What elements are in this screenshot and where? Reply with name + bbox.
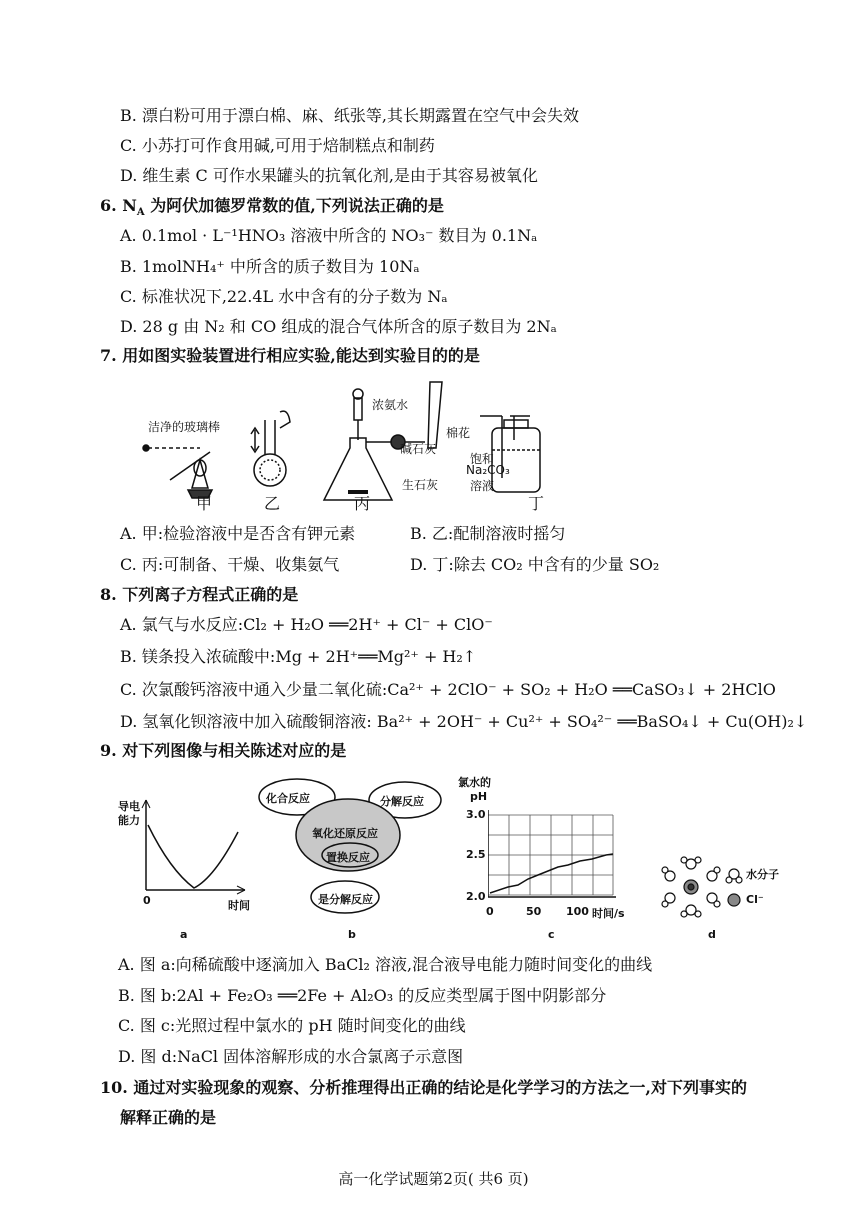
label-na2co3: Na₂CO₃ — [466, 463, 510, 477]
caption-bing: 丙 — [354, 494, 371, 513]
fig-b-caption: b — [348, 928, 356, 941]
fig-c-ytick-20: 2.0 — [466, 890, 486, 903]
q8-option-c: C. 次氯酸钙溶液中通入少量二氧化硫:Ca²⁺ + 2ClO⁻ + SO₂ + H₂O ══CaSO₃↓ + 2HClO — [120, 680, 776, 699]
label-cotton: 棉花 — [446, 426, 471, 440]
q10-stem: 10. 通过对实验现象的观察、分析推理得出正确的结论是化学学习的方法之一,对下列事实的 — [100, 1078, 747, 1097]
q7-option-d: D. 丁:除去 CO₂ 中含有的少量 SO₂ — [410, 555, 660, 574]
fig-c-ytick-25: 2.5 — [466, 848, 486, 861]
fig-a-xlabel: 时间 — [228, 899, 250, 912]
q8-option-a: A. 氯气与水反应:Cl₂ + H₂O ══2H⁺ + Cl⁻ + ClO⁻ — [120, 615, 493, 634]
fig-d-water: 水分子 — [746, 868, 779, 881]
label-quicklime: 生石灰 — [402, 478, 439, 492]
apparatus-yi — [251, 411, 290, 486]
q7-option-b: B. 乙:配制溶液时摇匀 — [410, 524, 566, 543]
q5-option-d: D. 维生素 C 可作水果罐头的抗氧化剂,是由于其容易被氧化 — [120, 166, 538, 185]
apparatus-jia — [143, 445, 212, 498]
fig-b-zhihuan: 置换反应 — [326, 851, 370, 864]
fig-b-shifenjie: 是分解反应 — [318, 893, 373, 906]
caption-ding: 丁 — [528, 494, 545, 513]
q8-stem: 8. 下列离子方程式正确的是 — [100, 585, 299, 604]
figure-c-ph-chart — [488, 805, 618, 905]
page-footer: 高一化学试题第2页( 共6 页) — [338, 1170, 529, 1188]
q9-option-d: D. 图 d:NaCl 固体溶解形成的水合氯离子示意图 — [118, 1047, 464, 1066]
q9-option-a: A. 图 a:向稀硫酸中逐滴加入 BaCl₂ 溶液,混合液导电能力随时间变化的曲线 — [118, 955, 653, 974]
fig-b-huahe: 化合反应 — [266, 792, 310, 805]
q6-option-d: D. 28 g 由 N₂ 和 CO 组成的混合气体所含的原子数目为 2Nₐ — [120, 317, 557, 336]
q8-option-b: B. 镁条投入浓硫酸中:Mg + 2H⁺══Mg²⁺ + H₂↑ — [120, 647, 477, 666]
q7-option-c: C. 丙:可制备、干燥、收集氨气 — [120, 555, 340, 574]
q9-stem: 9. 对下列图像与相关陈述对应的是 — [100, 741, 347, 760]
q6-option-c: C. 标准状况下,22.4L 水中含有的分子数为 Nₐ — [120, 287, 448, 306]
fig-a-ylabel2: 能力 — [118, 814, 140, 827]
fig-a-caption: a — [180, 928, 188, 941]
fig-c-ytick-30: 3.0 — [466, 808, 486, 821]
fig-c-caption: c — [548, 928, 555, 941]
fig-c-xlabel: 时间/s — [592, 907, 625, 920]
q6-option-a: A. 0.1mol · L⁻¹HNO₃ 溶液中所含的 NO₃⁻ 数目为 0.1Nₐ — [120, 226, 538, 245]
fig-c-ylabel1: 氯水的 — [458, 776, 491, 789]
caption-yi: 乙 — [264, 494, 281, 513]
fig-b-fenjie: 分解反应 — [380, 795, 424, 808]
fig-d-cl: Cl⁻ — [746, 893, 764, 906]
label-soda-lime: 碱石灰 — [400, 442, 437, 456]
q9-option-c: C. 图 c:光照过程中氯水的 pH 随时间变化的曲线 — [118, 1016, 466, 1035]
fig-c-xtick-100: 100 — [566, 905, 589, 918]
q5-option-b: B. 漂白粉可用于漂白棉、麻、纸张等,其长期露置在空气中会失效 — [120, 106, 580, 125]
q5-option-c: C. 小苏打可作食用碱,可用于焙制糕点和制药 — [120, 136, 435, 155]
q9-option-b: B. 图 b:2Al + Fe₂O₃ ══2Fe + Al₂O₃ 的反应类型属于图中阴影部分 — [118, 986, 607, 1005]
fig-a-origin: 0 — [143, 894, 151, 907]
q6-option-b: B. 1molNH₄⁺ 中所含的质子数目为 10Nₐ — [120, 257, 420, 276]
q8-option-d: D. 氢氧化钡溶液中加入硫酸铜溶液: Ba²⁺ + 2OH⁻ + Cu²⁺ + SO₄²⁻ ══BaSO₄↓ + Cu(OH)₂↓ — [120, 712, 808, 731]
label-glass-rod: 洁净的玻璃棒 — [148, 420, 221, 434]
label-conc-ammonia: 浓氨水 — [372, 398, 409, 412]
caption-jia: 甲 — [196, 494, 213, 513]
fig-b-yanghua: 氧化还原反应 — [312, 827, 378, 840]
q10-stem-line2: 解释正确的是 — [120, 1108, 217, 1127]
fig-c-ylabel2: pH — [470, 790, 488, 803]
q7-stem: 7. 用如图实验装置进行相应实验,能达到实验目的的是 — [100, 346, 480, 365]
figure-d-hydrated-ion — [660, 850, 780, 920]
label-saturated: 饱和 — [470, 452, 495, 466]
q6-stem: 6. $N_A$ 为阿伏加德罗常数的值,下列说法正确的是 — [100, 196, 444, 219]
fig-a-ylabel1: 导电 — [118, 800, 140, 813]
q7-option-a: A. 甲:检验溶液中是否含有钾元素 — [120, 524, 356, 543]
label-solution: 溶液 — [470, 479, 495, 493]
fig-d-caption: d — [708, 928, 716, 941]
fig-c-xtick-50: 50 — [526, 905, 542, 918]
fig-c-xtick-0: 0 — [486, 905, 494, 918]
